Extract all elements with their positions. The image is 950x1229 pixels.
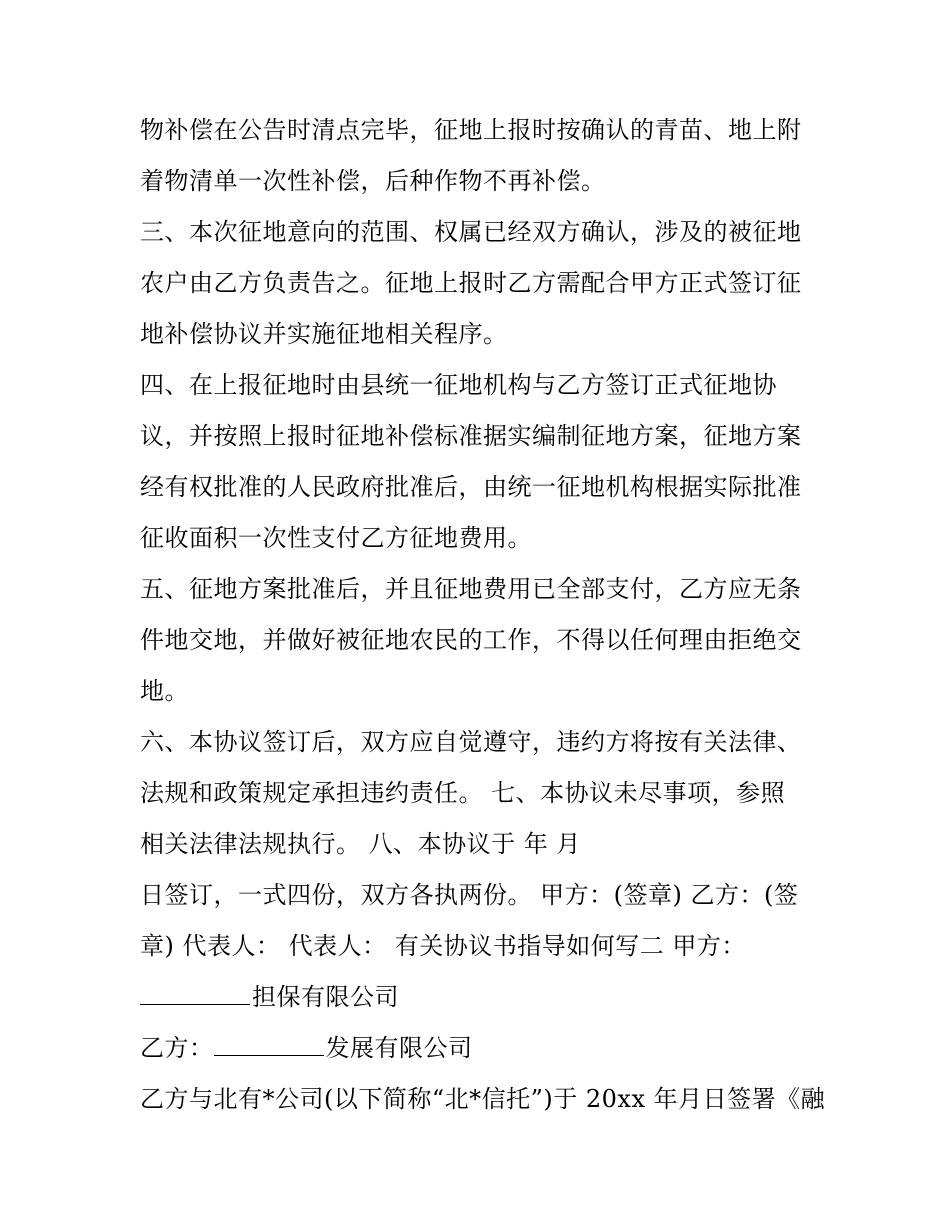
paragraph-line: 四、在上报征地时由县统一征地机构与乙方签订正式征地协 bbox=[140, 371, 777, 399]
paragraph-line: 六、本协议签订后，双方应自觉遵守，违约方将按有关法律、 bbox=[140, 728, 802, 756]
paragraph-line: 三、本次征地意向的范围、权属已经双方确认，涉及的被征地 bbox=[140, 218, 802, 246]
paragraph-line: 五、征地方案批准后，并且征地费用已全部支付，乙方应无条 bbox=[140, 575, 802, 603]
paragraph-line: 农户由乙方负责告之。征地上报时乙方需配合甲方正式签订征 bbox=[140, 269, 802, 297]
paragraph-line: 议，并按照上报时征地补偿标准据实编制征地方案，征地方案 bbox=[140, 422, 802, 450]
paragraph-line: 征收面积一次性支付乙方征地费用。 bbox=[140, 524, 532, 552]
paragraph-line: 法规和政策规定承担违约责任。 七、本协议未尽事项，参照 bbox=[140, 779, 786, 807]
paragraph-line: 相关法律法规执行。 八、本协议于 年 月 bbox=[140, 830, 581, 858]
party-b-suffix: 发展有限公司 bbox=[325, 1034, 473, 1062]
paragraph-line: 地。 bbox=[140, 677, 189, 705]
guarantor-suffix: 担保有限公司 bbox=[252, 983, 399, 1011]
party-b-name-blank bbox=[214, 1033, 324, 1056]
paragraph-line: 着物清单一次性补偿，后种作物不再补偿。 bbox=[140, 167, 606, 195]
party-b-label: 乙方： bbox=[140, 1034, 214, 1062]
guarantor-line bbox=[140, 981, 830, 1013]
paragraph-line: 物补偿在公告时清点完毕，征地上报时按确认的青苗、地上附 bbox=[140, 116, 802, 144]
paragraph-line: 地补偿协议并实施征地相关程序。 bbox=[140, 320, 508, 348]
paragraph-line: 件地交地，并做好被征地农民的工作，不得以任何理由拒绝交 bbox=[140, 626, 802, 654]
guarantor-name-blank bbox=[140, 982, 250, 1005]
paragraph-line: 日签订，一式四份，双方各执两份。 甲方：(签章) 乙方：(签 bbox=[140, 881, 799, 909]
paragraph-line: 经有权批准的人民政府批准后，由统一征地机构根据实际批准 bbox=[140, 473, 802, 501]
party-b-line bbox=[140, 1032, 830, 1064]
paragraph-line: 章) 代表人： 代表人： 有关协议书指导如何写二 甲方： bbox=[140, 932, 746, 960]
paragraph-line: 乙方与北有*公司(以下简称“北*信托”)于 20xx 年月日签署《融 bbox=[140, 1085, 826, 1113]
